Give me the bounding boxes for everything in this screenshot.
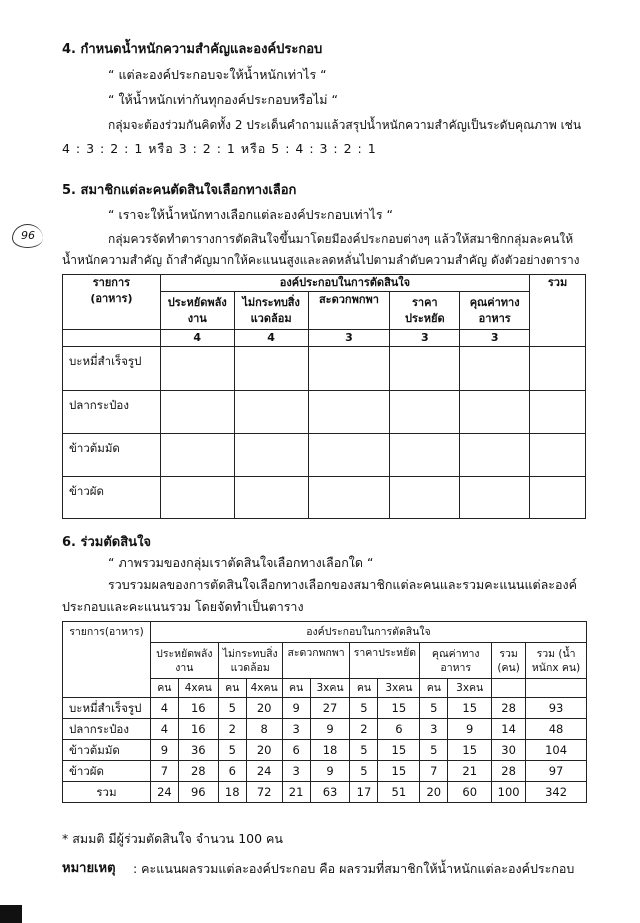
table-cell: 16 [178, 719, 218, 740]
t1-blank-cell [63, 330, 161, 347]
table-cell: 2 [350, 719, 378, 740]
table-cell: 4 [150, 698, 178, 719]
t2-subheader: คน [420, 679, 448, 698]
table-cell: 100 [492, 782, 526, 803]
section-4-line-2: “ ให้น้ำหนักเท่ากันทุกองค์ประกอบหรือไม่ “ [108, 92, 338, 107]
note-text: : คะแนนผลรวมแต่ละองค์ประกอบ คือ ผลรวมที่สมาชิกให้น้ำหนักแต่ละองค์ประกอบ [133, 861, 575, 876]
table-cell: 15 [448, 698, 492, 719]
t1-empty-cell [460, 477, 530, 519]
table-cell: 342 [526, 782, 587, 803]
t1-empty-cell [308, 434, 390, 477]
t2-items-header: รายการ(อาหาร) [63, 622, 151, 698]
table-cell: 36 [178, 740, 218, 761]
row-label: รวม [63, 782, 151, 803]
t1-empty-cell [460, 347, 530, 391]
table-cell: 63 [310, 782, 350, 803]
section-4-line-3: กลุ่มจะต้องร่วมกันคิดทั้ง 2 ประเด็นคำถามแล้วสรุปน้ำหนักความสำคัญเป็นระดับคุณภาพ เช่น [108, 118, 582, 132]
footnote-participants: * สมมติ มีผู้ร่วมตัดสินใจ จำนวน 100 คน [62, 831, 283, 846]
table-cell: 5 [350, 740, 378, 761]
t1-empty-cell [160, 347, 234, 391]
t1-row-label: บะหมี่สำเร็จรูป [63, 347, 161, 391]
t1-empty-cell [460, 391, 530, 434]
t1-row-label: ปลากระป๋อง [63, 391, 161, 434]
table-cell: 24 [150, 782, 178, 803]
table-cell: 5 [218, 740, 246, 761]
t1-empty-cell [530, 434, 586, 477]
table-cell: 20 [246, 740, 282, 761]
table-cell: 20 [246, 698, 282, 719]
row-label: ปลากระป๋อง [63, 719, 151, 740]
t1-empty-cell [390, 477, 460, 519]
t2-subheader: คน [282, 679, 310, 698]
table-cell: 7 [420, 761, 448, 782]
t1-factor-header: สะดวกพกพา [308, 292, 390, 330]
t2-sum-weighted-header: รวม (น้ำ หนักx คน) [526, 643, 587, 679]
section-4-line-1: “ แต่ละองค์ประกอบจะให้น้ำหนักเท่าไร “ [108, 67, 327, 82]
table-total-row [63, 782, 587, 803]
t1-empty-cell [390, 434, 460, 477]
table-cell: 6 [282, 740, 310, 761]
section-5-line-3: น้ำหนักความสำคัญ ถ้าสำคัญมากให้คะแนนสูงและลดหลั่นไปตามลำดับความสำคัญ ดังตัวอย่างตาราง [62, 253, 580, 267]
t1-empty-cell [234, 477, 308, 519]
t1-group-header: องค์ประกอบในการตัดสินใจ [160, 275, 529, 292]
table-cell: 24 [246, 761, 282, 782]
t1-items-header [63, 275, 161, 330]
table-cell: 18 [310, 740, 350, 761]
t2-subheader: 3xคน [310, 679, 350, 698]
table-cell: 51 [378, 782, 420, 803]
row-label: ข้าวผัด [63, 761, 151, 782]
t1-weight: 4 [234, 330, 308, 347]
t2-factor-header: ไม่กระทบสิ่ง แวดล้อม [218, 643, 282, 679]
t2-factor-header: ราคาประหยัด [350, 643, 420, 679]
section-4-heading: 4. กำหนดน้ำหนักความสำคัญและองค์ประกอบ [62, 42, 323, 57]
t1-factor-header: ประหยัดพลัง งาน [160, 292, 234, 330]
table-cell: 96 [178, 782, 218, 803]
table-cell: 5 [420, 740, 448, 761]
table-cell: 97 [526, 761, 587, 782]
t1-factor-header: ราคา ประหยัด [390, 292, 460, 330]
table-cell: 15 [378, 761, 420, 782]
section-6-line-3: ประกอบและคะแนนรวม โดยจัดทำเป็นตาราง [62, 599, 304, 614]
section-6-line-2: รวบรวมผลของการตัดสินใจเลือกทางเลือกของสมาชิกแต่ละคนและรวมคะแนนแต่ละองค์ [108, 577, 577, 592]
section-4-line-4: 4 : 3 : 2 : 1 หรือ 3 : 2 : 1 หรือ 5 : 4 : 3 : 2 : 1 [62, 141, 377, 156]
table-row [63, 761, 587, 782]
table-cell: 9 [310, 719, 350, 740]
row-label: บะหมี่สำเร็จรูป [63, 698, 151, 719]
t1-empty-cell [234, 434, 308, 477]
t2-subheader: คน [218, 679, 246, 698]
table-cell: 28 [492, 698, 526, 719]
t1-empty-cell [308, 477, 390, 519]
table-cell: 6 [218, 761, 246, 782]
t1-factor-header: คุณค่าทาง อาหาร [460, 292, 530, 330]
t2-subheader: คน [150, 679, 178, 698]
t1-empty-cell [530, 347, 586, 391]
t1-weight: 4 [160, 330, 234, 347]
section-5-heading: 5. สมาชิกแต่ละคนตัดสินใจเลือกทางเลือก [62, 183, 297, 198]
t2-factor-header: คุณค่าทาง อาหาร [420, 643, 492, 679]
table-cell: 17 [350, 782, 378, 803]
t2-blank-cell [526, 679, 587, 698]
t1-empty-cell [160, 391, 234, 434]
table-cell: 14 [492, 719, 526, 740]
page-number: 96 [12, 224, 43, 248]
table-cell: 21 [448, 761, 492, 782]
t1-empty-cell [390, 347, 460, 391]
t2-group-header: องค์ประกอบในการตัดสินใจ [150, 622, 586, 643]
t2-factor-header: ประหยัดพลัง งาน [150, 643, 218, 679]
table-cell: 3 [282, 719, 310, 740]
t1-row-label: ข้าวผัด [63, 477, 161, 519]
table-cell: 30 [492, 740, 526, 761]
section-5-line-2: กลุ่มควรจัดทำตารางการตัดสินใจขึ้นมาโดยมีองค์ประกอบต่างๆ แล้วให้สมาชิกกลุ่มละคนให้ [108, 232, 574, 246]
table-cell: 8 [246, 719, 282, 740]
note-label: หมายเหตุ [62, 861, 116, 876]
t1-items-label: รายการ [92, 276, 131, 289]
t1-empty-cell [308, 347, 390, 391]
table-cell: 5 [218, 698, 246, 719]
t1-row-label: ข้าวต้มมัด [63, 434, 161, 477]
t1-empty-cell [160, 434, 234, 477]
table-cell: 6 [378, 719, 420, 740]
table-cell: 5 [420, 698, 448, 719]
table-cell: 21 [282, 782, 310, 803]
table-cell: 9 [150, 740, 178, 761]
t2-sum-count-header: รวม (คน) [492, 643, 526, 679]
table-cell: 18 [218, 782, 246, 803]
t1-empty-cell [160, 477, 234, 519]
t1-empty-cell [530, 391, 586, 434]
t1-empty-cell [390, 391, 460, 434]
table-cell: 5 [350, 761, 378, 782]
table-row [63, 719, 587, 740]
table-cell: 5 [350, 698, 378, 719]
table-cell: 3 [282, 761, 310, 782]
table-row [63, 698, 587, 719]
results-table [62, 621, 587, 803]
table-cell: 104 [526, 740, 587, 761]
table-cell: 9 [310, 761, 350, 782]
t2-subheader: 3xคน [378, 679, 420, 698]
table-cell: 16 [178, 698, 218, 719]
table-cell: 28 [492, 761, 526, 782]
table-cell: 60 [448, 782, 492, 803]
t1-weight: 3 [308, 330, 390, 347]
table-cell: 48 [526, 719, 587, 740]
row-label: ข้าวต้มมัด [63, 740, 151, 761]
t2-factor-header: สะดวกพกพา [282, 643, 350, 679]
t1-empty-cell [234, 391, 308, 434]
section-6-line-1: “ ภาพรวมของกลุ่มเราตัดสินใจเลือกทางเลือกใด “ [108, 555, 374, 570]
t1-empty-cell [308, 391, 390, 434]
section-6-heading: 6. ร่วมตัดสินใจ [62, 535, 152, 550]
scan-edge-mark [0, 905, 22, 923]
table-cell: 2 [218, 719, 246, 740]
table-cell: 20 [420, 782, 448, 803]
table-cell: 15 [378, 740, 420, 761]
t2-blank-cell [492, 679, 526, 698]
t2-subheader: 4xคน [246, 679, 282, 698]
t1-factor-header: ไม่กระทบสิ่ง แวดล้อม [234, 292, 308, 330]
t1-weight: 3 [460, 330, 530, 347]
t2-subheader: 4xคน [178, 679, 218, 698]
table-cell: 15 [378, 698, 420, 719]
t1-items-sublabel: (อาหาร) [90, 292, 133, 305]
table-cell: 27 [310, 698, 350, 719]
table-cell: 9 [282, 698, 310, 719]
t2-subheader: 3xคน [448, 679, 492, 698]
t1-weight: 3 [390, 330, 460, 347]
table-cell: 15 [448, 740, 492, 761]
table-cell: 3 [420, 719, 448, 740]
table-cell: 72 [246, 782, 282, 803]
table-cell: 4 [150, 719, 178, 740]
table-row [63, 740, 587, 761]
t1-empty-cell [460, 434, 530, 477]
section-5-line-1: “ เราจะให้น้ำหนักทางเลือกแต่ละองค์ประกอบเท่าไร “ [108, 207, 393, 222]
table-cell: 93 [526, 698, 587, 719]
table-cell: 9 [448, 719, 492, 740]
table-cell: 7 [150, 761, 178, 782]
t1-empty-cell [234, 347, 308, 391]
decision-table-template [62, 274, 586, 519]
table-cell: 28 [178, 761, 218, 782]
t1-total-header: รวม [530, 275, 586, 347]
t1-empty-cell [530, 477, 586, 519]
t2-subheader: คน [350, 679, 378, 698]
